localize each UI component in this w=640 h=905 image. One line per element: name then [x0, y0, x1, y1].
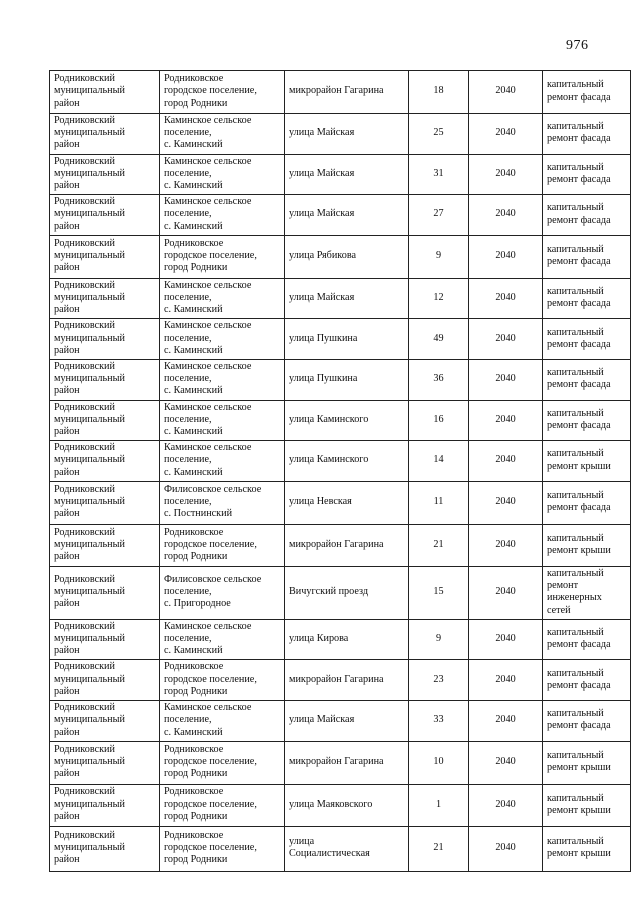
table-row [50, 114, 631, 155]
settlement-cell: Каминское сельское поселение, с. Каминский [160, 360, 285, 401]
year-cell: 2040 [469, 524, 543, 566]
house-number-cell: 1 [409, 784, 469, 826]
district-cell: Родниковский муниципальный район [50, 114, 160, 155]
year-cell: 2040 [469, 826, 543, 871]
district-cell: Родниковский муниципальный район [50, 154, 160, 195]
district-cell: Родниковский муниципальный район [50, 701, 160, 742]
year-cell: 2040 [469, 619, 543, 660]
work-type-cell: капитальный ремонт фасада [543, 400, 631, 441]
settlement-cell: Филисовское сельское поселение, с. Постнинский [160, 481, 285, 524]
house-number-cell: 21 [409, 524, 469, 566]
year-cell: 2040 [469, 701, 543, 742]
street-cell: улица Майская [285, 278, 409, 319]
table-row [50, 319, 631, 360]
street-cell: улица Майская [285, 701, 409, 742]
house-number-cell: 11 [409, 481, 469, 524]
street-cell: улица Каминского [285, 441, 409, 482]
work-type-cell: капитальный ремонт крыши [543, 441, 631, 482]
table-row [50, 524, 631, 566]
work-type-cell: капитальный ремонт фасада [543, 71, 631, 114]
house-number-cell: 10 [409, 741, 469, 784]
settlement-cell: Каминское сельское поселение, с. Каминский [160, 278, 285, 319]
street-cell: улица Кирова [285, 619, 409, 660]
house-number-cell: 12 [409, 278, 469, 319]
settlement-cell: Каминское сельское поселение, с. Каминский [160, 441, 285, 482]
year-cell: 2040 [469, 195, 543, 236]
settlement-cell: Родниковское городское поселение, город Родники [160, 71, 285, 114]
page-number: 976 [566, 38, 589, 53]
house-number-cell: 25 [409, 114, 469, 155]
district-cell: Родниковский муниципальный район [50, 741, 160, 784]
house-number-cell: 27 [409, 195, 469, 236]
street-cell: микрорайон Гагарина [285, 741, 409, 784]
year-cell: 2040 [469, 481, 543, 524]
work-type-cell: капитальный ремонт фасада [543, 278, 631, 319]
district-cell: Родниковский муниципальный район [50, 235, 160, 278]
table-row [50, 71, 631, 114]
district-cell: Родниковский муниципальный район [50, 784, 160, 826]
table-row [50, 481, 631, 524]
district-cell: Родниковский муниципальный район [50, 360, 160, 401]
district-cell: Родниковский муниципальный район [50, 278, 160, 319]
settlement-cell: Каминское сельское поселение, с. Каминский [160, 114, 285, 155]
work-type-cell: капитальный ремонт фасада [543, 619, 631, 660]
table-row [50, 826, 631, 871]
year-cell: 2040 [469, 154, 543, 195]
work-type-cell: капитальный ремонт фасада [543, 481, 631, 524]
table-row [50, 784, 631, 826]
settlement-cell: Родниковское городское поселение, город Родники [160, 741, 285, 784]
district-cell: Родниковский муниципальный район [50, 400, 160, 441]
year-cell: 2040 [469, 660, 543, 701]
district-cell: Родниковский муниципальный район [50, 619, 160, 660]
street-cell: улица Социалистическая [285, 826, 409, 871]
year-cell: 2040 [469, 319, 543, 360]
house-number-cell: 23 [409, 660, 469, 701]
settlement-cell: Родниковское городское поселение, город Родники [160, 660, 285, 701]
year-cell: 2040 [469, 400, 543, 441]
year-cell: 2040 [469, 566, 543, 619]
table-row [50, 441, 631, 482]
house-number-cell: 21 [409, 826, 469, 871]
street-cell: Вичугский проезд [285, 566, 409, 619]
work-type-cell: капитальный ремонт крыши [543, 784, 631, 826]
work-type-cell: капитальный ремонт фасада [543, 660, 631, 701]
settlement-cell: Каминское сельское поселение, с. Каминский [160, 619, 285, 660]
district-cell: Родниковский муниципальный район [50, 566, 160, 619]
district-cell: Родниковский муниципальный район [50, 826, 160, 871]
settlement-cell: Каминское сельское поселение, с. Каминский [160, 400, 285, 441]
work-type-cell: капитальный ремонт фасада [543, 319, 631, 360]
table-row [50, 278, 631, 319]
repair-schedule-table [49, 70, 631, 872]
settlement-cell: Каминское сельское поселение, с. Каминский [160, 319, 285, 360]
settlement-cell: Родниковское городское поселение, город Родники [160, 784, 285, 826]
street-cell: улица Майская [285, 114, 409, 155]
house-number-cell: 49 [409, 319, 469, 360]
settlement-cell: Каминское сельское поселение, с. Каминский [160, 195, 285, 236]
district-cell: Родниковский муниципальный район [50, 481, 160, 524]
work-type-cell: капитальный ремонт фасада [543, 114, 631, 155]
table-row [50, 619, 631, 660]
table-row [50, 360, 631, 401]
table-row [50, 195, 631, 236]
district-cell: Родниковский муниципальный район [50, 319, 160, 360]
house-number-cell: 14 [409, 441, 469, 482]
settlement-cell: Родниковское городское поселение, город Родники [160, 826, 285, 871]
table-row [50, 400, 631, 441]
street-cell: улица Невская [285, 481, 409, 524]
work-type-cell: капитальный ремонт фасада [543, 195, 631, 236]
work-type-cell: капитальный ремонт крыши [543, 524, 631, 566]
year-cell: 2040 [469, 235, 543, 278]
district-cell: Родниковский муниципальный район [50, 524, 160, 566]
street-cell: улица Пушкина [285, 319, 409, 360]
street-cell: микрорайон Гагарина [285, 660, 409, 701]
district-cell: Родниковский муниципальный район [50, 441, 160, 482]
work-type-cell: капитальный ремонт инженерных сетей [543, 566, 631, 619]
work-type-cell: капитальный ремонт фасада [543, 235, 631, 278]
district-cell: Родниковский муниципальный район [50, 660, 160, 701]
house-number-cell: 31 [409, 154, 469, 195]
year-cell: 2040 [469, 71, 543, 114]
street-cell: улица Каминского [285, 400, 409, 441]
year-cell: 2040 [469, 441, 543, 482]
house-number-cell: 16 [409, 400, 469, 441]
district-cell: Родниковский муниципальный район [50, 195, 160, 236]
table-row [50, 566, 631, 619]
work-type-cell: капитальный ремонт крыши [543, 826, 631, 871]
house-number-cell: 33 [409, 701, 469, 742]
table-body [50, 71, 631, 872]
settlement-cell: Филисовское сельское поселение, с. Пригородное [160, 566, 285, 619]
table-row [50, 701, 631, 742]
table-row [50, 154, 631, 195]
table-row [50, 741, 631, 784]
table-row [50, 660, 631, 701]
house-number-cell: 36 [409, 360, 469, 401]
year-cell: 2040 [469, 360, 543, 401]
work-type-cell: капитальный ремонт фасада [543, 701, 631, 742]
street-cell: улица Рябикова [285, 235, 409, 278]
house-number-cell: 18 [409, 71, 469, 114]
settlement-cell: Родниковское городское поселение, город Родники [160, 524, 285, 566]
street-cell: микрорайон Гагарина [285, 524, 409, 566]
settlement-cell: Каминское сельское поселение, с. Каминский [160, 701, 285, 742]
year-cell: 2040 [469, 741, 543, 784]
house-number-cell: 9 [409, 235, 469, 278]
street-cell: улица Пушкина [285, 360, 409, 401]
street-cell: улица Маяковского [285, 784, 409, 826]
street-cell: микрорайон Гагарина [285, 71, 409, 114]
street-cell: улица Майская [285, 195, 409, 236]
settlement-cell: Родниковское городское поселение, город Родники [160, 235, 285, 278]
street-cell: улица Майская [285, 154, 409, 195]
year-cell: 2040 [469, 278, 543, 319]
year-cell: 2040 [469, 784, 543, 826]
house-number-cell: 15 [409, 566, 469, 619]
district-cell: Родниковский муниципальный район [50, 71, 160, 114]
house-number-cell: 9 [409, 619, 469, 660]
work-type-cell: капитальный ремонт фасада [543, 154, 631, 195]
work-type-cell: капитальный ремонт крыши [543, 741, 631, 784]
year-cell: 2040 [469, 114, 543, 155]
table-row [50, 235, 631, 278]
settlement-cell: Каминское сельское поселение, с. Каминский [160, 154, 285, 195]
work-type-cell: капитальный ремонт фасада [543, 360, 631, 401]
